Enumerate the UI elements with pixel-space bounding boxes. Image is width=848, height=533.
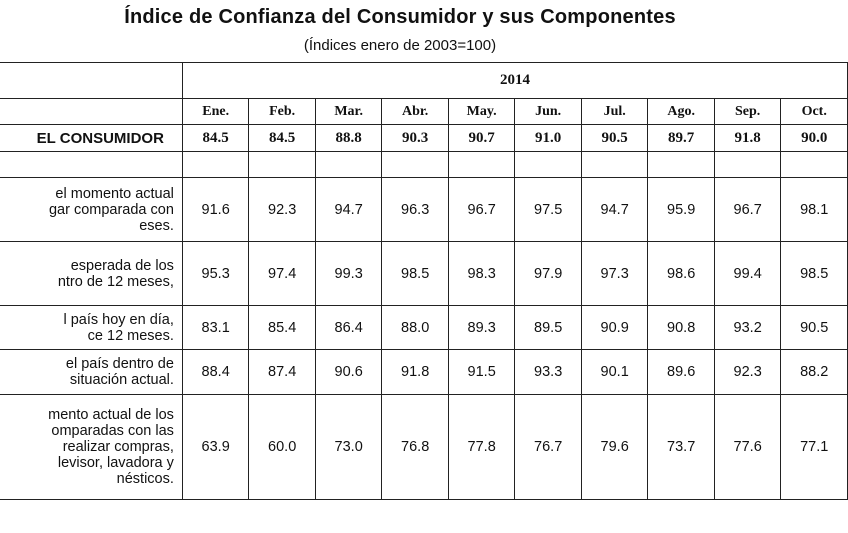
icc-value-cell: 88.8: [315, 125, 382, 152]
icc-label: EL CONSUMIDOR: [0, 125, 182, 152]
component-label-line: levisor, lavadora y: [57, 455, 174, 471]
spacer-cell: [581, 152, 648, 178]
value-cell: 89.3: [448, 306, 515, 350]
month-header-row: [0, 99, 848, 125]
spacer-cell: [249, 152, 316, 178]
spacer-cell: [448, 152, 515, 178]
value-cell: 76.7: [515, 395, 582, 500]
value-cell: 99.3: [315, 242, 382, 306]
value-cell: 97.5: [515, 178, 582, 242]
value-cell: 93.2: [714, 306, 781, 350]
component-label: [0, 242, 182, 306]
spacer-cell: [714, 152, 781, 178]
component-label-line: ce 12 meses.: [87, 327, 174, 344]
value-cell: 98.6: [648, 242, 715, 306]
component-label-line: realizar compras,: [62, 439, 174, 455]
value-cell: 90.5: [781, 306, 848, 350]
value-cell: 89.5: [515, 306, 582, 350]
year-header: 2014: [182, 63, 847, 99]
month-header: Ene.: [182, 99, 249, 125]
component-label-line: gar comparada con: [48, 201, 174, 218]
value-cell: 77.1: [781, 395, 848, 500]
value-cell: 83.1: [182, 306, 249, 350]
month-header: May.: [448, 99, 515, 125]
component-label: [0, 350, 182, 395]
value-cell: 76.8: [382, 395, 449, 500]
icc-value-cell: 90.5: [581, 125, 648, 152]
component-label-line: omparadas con las: [51, 423, 174, 439]
component-label: [0, 395, 182, 500]
value-cell: 79.6: [581, 395, 648, 500]
value-cell: 88.0: [382, 306, 449, 350]
value-cell: 96.7: [714, 178, 781, 242]
value-cell: 92.3: [249, 178, 316, 242]
month-header: Jul.: [581, 99, 648, 125]
value-cell: 90.6: [315, 350, 382, 395]
value-cell: 89.6: [648, 350, 715, 395]
value-cell: 97.3: [581, 242, 648, 306]
value-cell: 95.9: [648, 178, 715, 242]
page-title: Índice de Confianza del Consumidor y sus Componentes: [124, 6, 676, 28]
spacer-cell: [515, 152, 582, 178]
spacer-cell: [182, 152, 249, 178]
value-cell: 98.1: [781, 178, 848, 242]
value-cell: 95.3: [182, 242, 249, 306]
spacer-row: [0, 152, 848, 178]
value-cell: 97.4: [249, 242, 316, 306]
component-label: [0, 178, 182, 242]
month-header: Feb.: [249, 99, 316, 125]
value-cell: 93.3: [515, 350, 582, 395]
component-row: [0, 350, 848, 395]
component-label-line: nésticos.: [116, 471, 174, 487]
component-label-line: esperada de los: [70, 257, 174, 274]
value-cell: 98.5: [781, 242, 848, 306]
spacer-cell: [781, 152, 848, 178]
component-label-line: el momento actual: [55, 185, 174, 202]
value-cell: 96.7: [448, 178, 515, 242]
value-cell: 86.4: [315, 306, 382, 350]
value-cell: 98.5: [382, 242, 449, 306]
month-header: Ago.: [648, 99, 715, 125]
spacer-cell: [382, 152, 449, 178]
month-header: Abr.: [382, 99, 449, 125]
component-label-line: eses.: [139, 217, 174, 234]
value-cell: 98.3: [448, 242, 515, 306]
icc-value-cell: 90.3: [382, 125, 449, 152]
component-label: [0, 306, 182, 350]
value-cell: 73.0: [315, 395, 382, 500]
value-cell: 91.8: [382, 350, 449, 395]
value-cell: 94.7: [581, 178, 648, 242]
value-cell: 87.4: [249, 350, 316, 395]
component-label-line: mento actual de los: [48, 407, 174, 423]
icc-value-cell: 91.8: [714, 125, 781, 152]
value-cell: 85.4: [249, 306, 316, 350]
value-cell: 96.3: [382, 178, 449, 242]
icc-value-cell: 89.7: [648, 125, 715, 152]
spacer-cell: [648, 152, 715, 178]
component-row: [0, 242, 848, 306]
value-cell: 94.7: [315, 178, 382, 242]
value-cell: 90.8: [648, 306, 715, 350]
icc-value-cell: 91.0: [515, 125, 582, 152]
month-header: Mar.: [315, 99, 382, 125]
component-label-line: situación actual.: [69, 372, 174, 388]
value-cell: 90.9: [581, 306, 648, 350]
component-row: [0, 306, 848, 350]
month-header: Oct.: [781, 99, 848, 125]
value-cell: 92.3: [714, 350, 781, 395]
icc-value-cell: 84.5: [249, 125, 316, 152]
value-cell: 77.6: [714, 395, 781, 500]
icc-row: [0, 125, 848, 152]
data-table: [0, 62, 848, 500]
component-label-line: ntro de 12 meses,: [57, 273, 174, 290]
value-cell: 88.4: [182, 350, 249, 395]
spacer-cell: [0, 152, 182, 178]
spacer-cell: [315, 152, 382, 178]
component-row: [0, 178, 848, 242]
value-cell: 90.1: [581, 350, 648, 395]
value-cell: 99.4: [714, 242, 781, 306]
icc-value-cell: 84.5: [182, 125, 249, 152]
component-row: [0, 395, 848, 500]
month-header: Sep.: [714, 99, 781, 125]
component-label-line: l país hoy en día,: [63, 311, 174, 328]
icc-value-cell: 90.0: [781, 125, 848, 152]
value-cell: 91.6: [182, 178, 249, 242]
value-cell: 77.8: [448, 395, 515, 500]
page-subtitle: (Índices enero de 2003=100): [303, 37, 497, 54]
corner-cell: [0, 99, 182, 125]
month-header: Jun.: [515, 99, 582, 125]
value-cell: 88.2: [781, 350, 848, 395]
value-cell: 91.5: [448, 350, 515, 395]
component-label-line: el país dentro de: [65, 356, 174, 372]
value-cell: 73.7: [648, 395, 715, 500]
value-cell: 60.0: [249, 395, 316, 500]
corner-cell: [0, 63, 182, 99]
value-cell: 63.9: [182, 395, 249, 500]
year-header-row: [0, 63, 848, 99]
value-cell: 97.9: [515, 242, 582, 306]
icc-value-cell: 90.7: [448, 125, 515, 152]
